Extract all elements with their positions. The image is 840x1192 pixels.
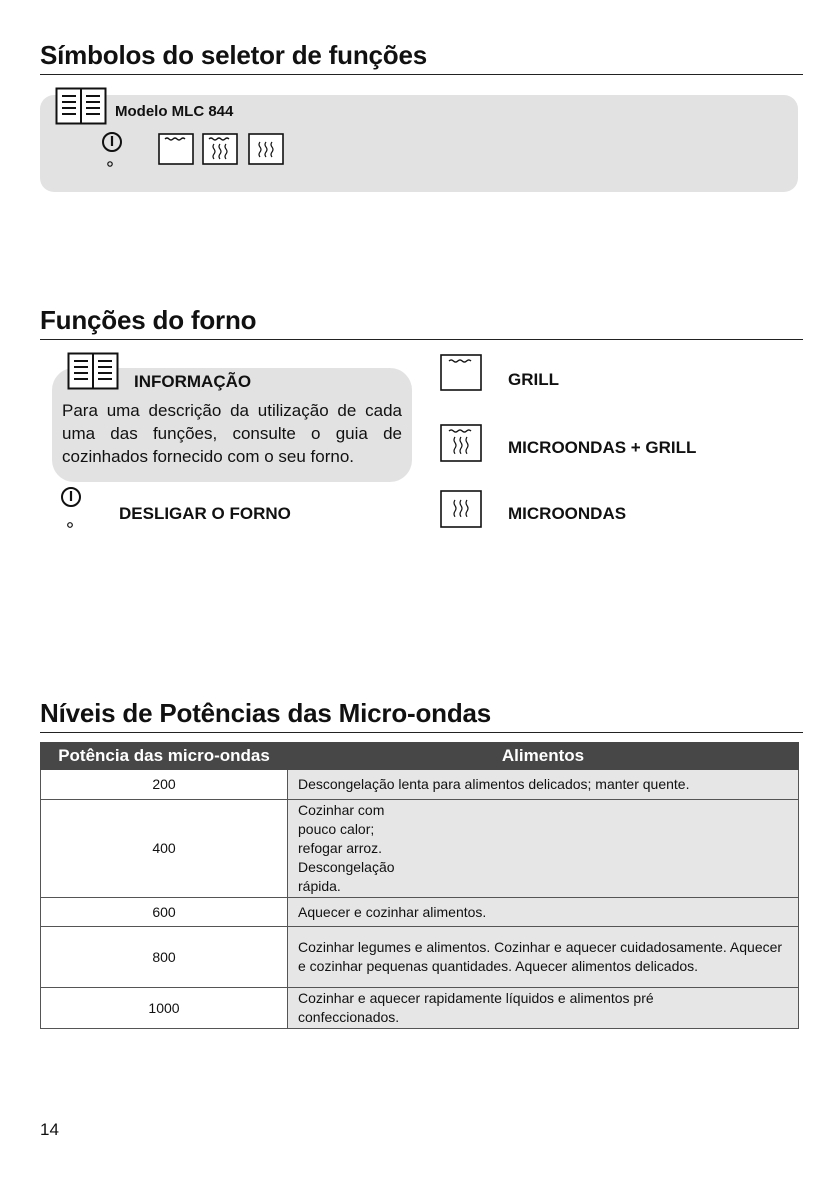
- function-label-microwave: MICROONDAS: [508, 504, 627, 523]
- food-cell: Descongelação lenta para alimentos delicados; manter quente.: [288, 770, 799, 800]
- function-label-grill: GRILL: [508, 370, 559, 389]
- function-label-microwave-grill: MICROONDAS + GRILL: [508, 438, 697, 457]
- microwave-grill-icon: [202, 133, 238, 165]
- power-cell: 200: [41, 770, 288, 800]
- microwave-icon: [440, 490, 482, 528]
- power-cell: 400: [41, 800, 288, 898]
- power-cell: 800: [41, 927, 288, 988]
- power-cell: 600: [41, 898, 288, 927]
- table-row: [41, 898, 799, 927]
- section-title-selector-symbols: Símbolos do seletor de funções: [40, 40, 803, 75]
- model-label: Modelo MLC 844: [115, 103, 234, 120]
- info-title: INFORMAÇÃO: [134, 372, 252, 391]
- table-header-row: [41, 743, 799, 770]
- food-cell: Cozinhar e aquecer rapidamente líquidos e alimentos pré confeccionados.: [288, 988, 799, 1029]
- power-levels-table: [40, 742, 799, 1029]
- power-off-icon: [100, 131, 124, 171]
- column-header-food: Alimentos: [288, 743, 799, 770]
- microwave-icon: [248, 133, 284, 165]
- grill-icon: [440, 354, 482, 391]
- column-header-power: Potência das micro-ondas: [41, 743, 288, 770]
- info-text: Para uma descrição da utilização de cada uma das funções, consulte o guia de cozinhados fornecido com o seu forno.: [62, 401, 402, 466]
- power-off-icon: [58, 486, 82, 532]
- table-row: [41, 927, 799, 988]
- page-number: 14: [40, 1120, 59, 1139]
- info-panel: [52, 368, 412, 482]
- section-title-oven-functions: Funções do forno: [40, 305, 803, 340]
- model-info-panel: [40, 95, 798, 192]
- book-icon: [66, 352, 120, 390]
- function-label-off: DESLIGAR O FORNO: [119, 504, 291, 523]
- microwave-grill-icon: [440, 424, 482, 462]
- section-title-power-levels: Níveis de Potências das Micro-ondas: [40, 698, 803, 733]
- power-cell: 1000: [41, 988, 288, 1029]
- table-row: [41, 988, 799, 1029]
- food-cell: Cozinhar com pouco calor; refogar arroz. Descongelação rápida.: [288, 800, 799, 898]
- book-icon: [55, 87, 107, 125]
- grill-icon: [158, 133, 194, 165]
- food-cell: Aquecer e cozinhar alimentos.: [288, 898, 799, 927]
- table-row: [41, 800, 799, 898]
- table-row: [41, 770, 799, 800]
- food-cell: Cozinhar legumes e alimentos. Cozinhar e aquecer cuidadosamente. Aquecer e cozinhar pequenas quantidades. Aquecer alimentos delicados.: [288, 927, 799, 988]
